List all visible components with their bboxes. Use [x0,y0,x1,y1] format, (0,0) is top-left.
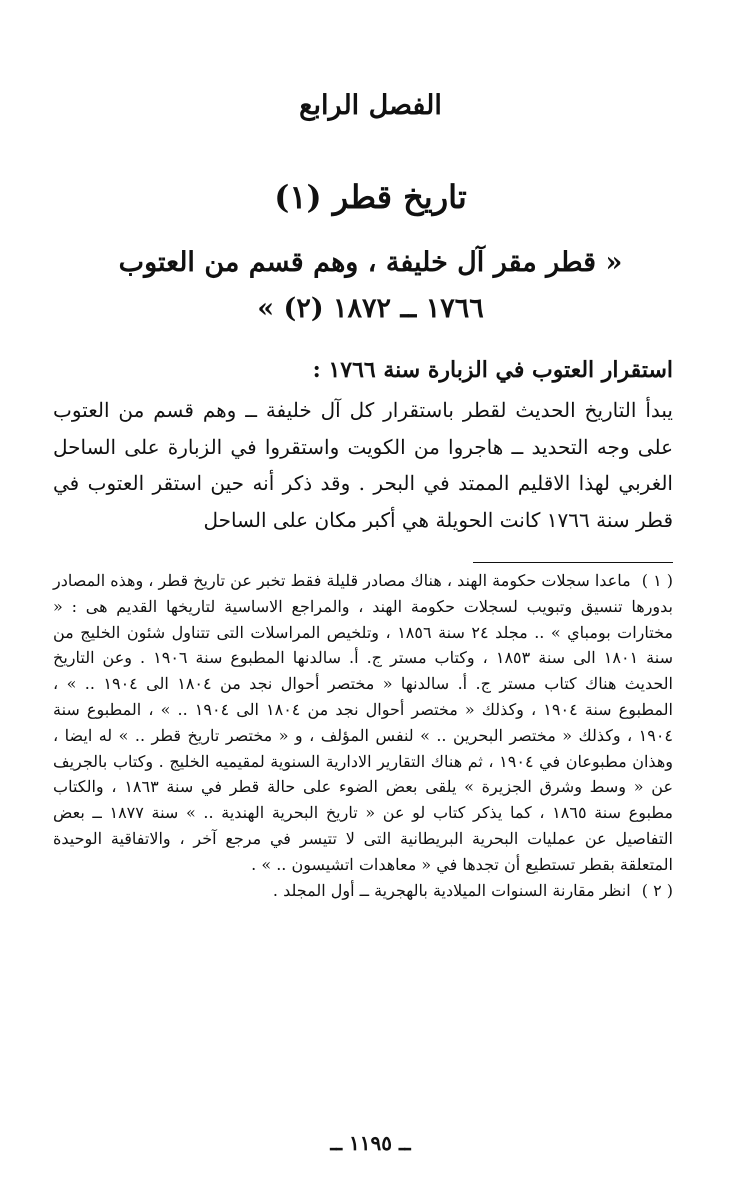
footnote-marker: ( ١ ) [641,571,673,590]
footnote-text: ماعدا سجلات حكومة الهند ، هناك مصادر قليلة فقط تخبر عن تاريخ قطر ، وهذه المصادر بدورها تنسيق وتبويب لسجلات حكومة الهند ، والمراجع الاساسية لتاريخها القديم هى : « مختارات بومباي » .. مجلد ٢٤ سنة ١٨٥٦ ، وتلخيص المراسلات التى تتناول شئون الخليج من سنة ١٨٠١ الى سنة ١٨٥٣ ، وكتاب مستر ج. أ. سالدنها المطبوع سنة ١٩٠٦ . وعن التاريخ الحديث هناك كتاب مستر ج. أ. سالدنها « مختصر أحوال نجد من ١٨٠٤ الى ١٩٠٤ .. » ، المطبوع سنة ١٩٠٤ ، وكذلك « مختصر أحوال نجد من ١٨٠٤ الى ١٩٠٤ .. » ، المطبوع سنة ١٩٠٤ ، وكذلك « مختصر البحرين .. » لنفس المؤلف ، و « مختصر تاريخ قطر .. » له ايضا ، وهذان مطبوعان في ١٩٠٤ ، ثم هناك التقارير الادارية السنوية لمقيميه الخليج . وكتاب بالجريف عن « وسط وشرق الجزيرة » يلقى بعض الضوء على حالة قطر في سنة ١٨٦٣ ، والكتاب مطبوع سنة ١٨٦٥ ، كما يذكر كتاب لو عن « تاريخ البحرية الهندية .. » سنة ١٨٧٧ ــ بعض التفاصيل عن عمليات البحرية البريطانية التى لا تتيسر في مرجع آخر ، والاتفاقية الوحيدة المتعلقة بقطر تستطيع أن تجدها في « معاهدات اتشيسون .. » . [53,571,674,874]
footnote-marker: ( ٢ ) [641,880,673,900]
footnote-divider [473,562,673,563]
footnotes-list [53,568,673,903]
subtitle [0,240,741,332]
section-heading: استقرار العتوب في الزبارة سنة ١٧٦٦ : [312,357,673,383]
footnote-text: انظر مقارنة السنوات الميلادية بالهجرية ــ أول المجلد . [272,880,631,900]
page-title: تاريخ قطر (١) [274,178,467,216]
chapter-heading: الفصل الرابع [299,90,442,121]
body-paragraph: يبدأ التاريخ الحديث لقطر باستقرار كل آل خليفة ــ وهم قسم من العتوب على وجه التحديد ــ هاجروا من الكويت واستقروا في الزبارة على الساحل الغربي لهذا الاقليم الممتد في البحر . وقد ذكر أنه حين استقر العتوب في قطر سنة ١٧٦٦ كانت الحويلة هي أكبر مكان على الساحل [53,398,674,532]
footnote-1 [53,568,673,878]
subtitle-line-2: ١٧٦٦ ــ ١٨٧٢ (٢) » [257,293,484,324]
page-number: ــ ١١٩٥ ــ [330,1131,411,1155]
footnote-2 [53,878,673,904]
subtitle-line-1: « قطر مقر آل خليفة ، وهم قسم من العتوب [118,247,623,278]
